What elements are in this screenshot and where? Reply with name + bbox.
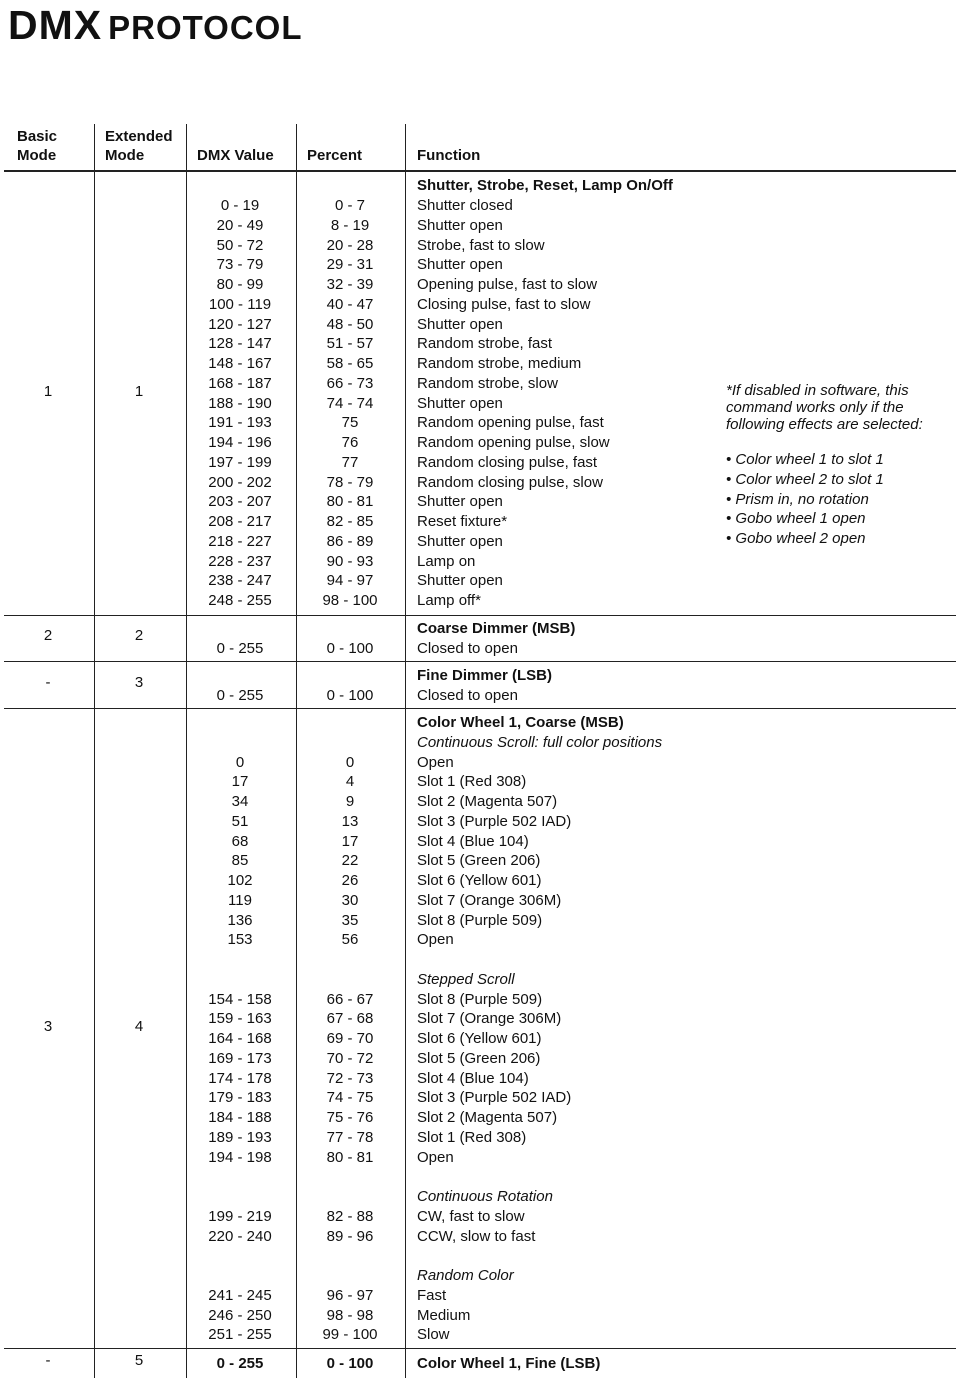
function-text: Slot 2 (Magenta 507) [417,793,558,810]
percent-value: 78 - 79 [326,473,374,491]
table-row [0,571,960,591]
table-row [0,930,960,950]
dmx-value: 246 - 250 [208,1306,272,1324]
dmx-value: 153 [227,931,253,949]
percent-value: 13 [341,812,359,830]
percent-value: 58 - 65 [326,355,374,372]
table-row [0,1088,960,1108]
header-extended-mode [105,127,173,165]
table-row [0,891,960,911]
dmx-value: 0 - 255 [216,686,264,704]
function-text: Random closing pulse, fast [417,453,598,471]
function-text: Slot 5 (Green 206) [417,1049,541,1067]
percent-value: 67 - 68 [326,1010,374,1028]
footnote-bullet: • Gobo wheel 1 open [726,510,866,528]
table-row [0,792,960,812]
dmx-value: 168 - 187 [208,374,272,392]
function-text: Slot 5 (Green 206) [417,852,541,870]
extended-mode-value: 5 [134,1352,144,1369]
table-row [0,334,960,354]
dmx-value: 119 [228,891,252,909]
percent-value: 35 [341,911,359,929]
dmx-value: 17 [231,773,249,791]
dmx-value: 85 [231,852,249,870]
dmx-value: 228 - 237 [208,552,272,570]
percent-value: 66 - 67 [326,990,374,1008]
dmx-value: 68 [231,832,249,850]
table-row [0,970,960,990]
extended-mode-value: 2 [134,627,144,644]
table-row [0,1207,960,1227]
dmx-value: 238 - 247 [208,572,272,590]
function-text: Opening pulse, fast to slow [417,276,598,293]
percent-value: 4 [345,773,355,791]
function-text: Slot 3 (Purple 502 IAD) [417,812,572,830]
function-text: Slot 1 (Red 308) [417,773,527,791]
percent-value: 29 - 31 [326,256,374,274]
table-row [0,236,960,256]
table-row [0,832,960,852]
dmx-value: 0 - 255 [216,1354,264,1372]
table-row [0,753,960,773]
table-row [0,552,960,572]
percent-value: 98 - 98 [326,1306,374,1324]
table-row [0,1246,960,1266]
dmx-value: 0 - 19 [220,197,260,214]
table-row [0,591,960,611]
group-divider [4,708,956,709]
percent-value: 82 - 85 [326,513,374,530]
table-row [0,1108,960,1128]
group-divider [4,1348,956,1349]
table-row [0,196,960,216]
function-text: Fast [417,1286,447,1304]
function-text: CCW, slow to fast [417,1227,536,1245]
function-text: Lamp off* [417,592,481,609]
dmx-value: 169 - 173 [208,1049,272,1067]
table-row [0,295,960,315]
dmx-value: 194 - 198 [208,1148,272,1166]
extended-mode-value: 1 [134,383,144,400]
table-row [0,1187,960,1207]
header-percent: Percent [307,147,363,164]
footnote-bullet: • Gobo wheel 2 open [726,530,866,548]
percent-value: 94 - 97 [326,572,374,590]
table-row [0,216,960,236]
table-row [0,950,960,970]
percent-value: 0 - 100 [326,1354,374,1372]
dmx-value: 200 - 202 [208,473,272,491]
percent-value: 76 [341,434,359,451]
basic-mode-value: 1 [43,383,53,400]
function-text: Stepped Scroll [417,970,515,988]
function-text: Closing pulse, fast to slow [417,295,591,313]
header-rule [4,170,956,172]
dmx-value: 203 - 207 [208,493,272,511]
function-text: Lamp on [417,552,476,570]
footnote-bullet: • Prism in, no rotation [726,490,869,508]
percent-value: 96 - 97 [326,1286,374,1304]
percent-value: 56 [341,931,359,949]
percent-value: 32 - 39 [326,276,374,293]
dmx-value: 136 [227,911,253,929]
basic-mode-value: - [45,674,51,691]
page-title [8,2,303,49]
dmx-value: 188 - 190 [208,394,272,412]
dmx-value: 128 - 147 [208,335,272,353]
footnote-line: following effects are selected: [726,416,923,433]
dmx-value: 50 - 72 [216,236,264,254]
percent-value: 75 - 76 [326,1109,374,1126]
table-row [0,1286,960,1306]
percent-value: 8 - 19 [330,216,370,234]
function-text: Coarse Dimmer (MSB) [417,619,576,637]
percent-value: 75 [341,414,359,432]
function-text: Color Wheel 1, Fine (LSB) [417,1354,601,1372]
dmx-value: 159 - 163 [208,1010,272,1028]
table-row [0,1128,960,1148]
dmx-value: 0 [235,753,245,771]
function-text: Open [417,1148,454,1166]
dmx-value: 251 - 255 [208,1326,272,1344]
header-basic-mode [17,127,57,165]
table-row [0,1148,960,1168]
function-text: Continuous Rotation [417,1188,553,1205]
table-row [0,851,960,871]
table-row [0,871,960,891]
function-text: Slot 4 (Blue 104) [417,1069,529,1087]
header-extended-line2: Mode [105,147,145,164]
function-text: Random strobe, medium [417,355,582,372]
function-text: Random strobe, slow [417,374,558,392]
function-text: Closed to open [417,686,518,704]
dmx-value: 80 - 99 [216,276,264,293]
dmx-value: 220 - 240 [208,1227,272,1245]
percent-value: 90 - 93 [326,552,374,570]
footnote-bullets [726,450,884,549]
dmx-value: 0 - 255 [216,639,264,657]
table-row [0,1069,960,1089]
function-text: Shutter, Strobe, Reset, Lamp On/Off [417,177,673,195]
function-text: Shutter open [417,216,503,234]
function-text: Slot 2 (Magenta 507) [417,1109,558,1126]
dmx-value: 248 - 255 [208,592,272,609]
table-row [0,812,960,832]
function-text: Slot 4 (Blue 104) [417,832,529,850]
percent-value: 0 - 100 [326,639,374,657]
function-text: Slot 7 (Orange 306M) [417,891,562,909]
table-row [0,733,960,753]
table-row [0,1049,960,1069]
header-extended-line1: Extended [105,128,173,145]
percent-value: 0 [345,753,355,771]
function-text: Open [417,753,454,771]
table-row [0,1306,960,1326]
table-row [0,990,960,1010]
percent-value: 0 - 100 [326,686,374,704]
dmx-value: 102 [227,872,253,889]
table-row [0,176,960,196]
percent-value: 70 - 72 [326,1049,374,1067]
function-text: Random Color [417,1267,514,1284]
table-row [0,772,960,792]
percent-value: 80 - 81 [326,493,374,511]
percent-value: 74 - 74 [326,394,374,412]
percent-value: 74 - 75 [326,1089,374,1107]
percent-value: 77 - 78 [326,1128,374,1146]
header-function: Function [417,147,481,164]
percent-value: 48 - 50 [326,315,374,333]
header-basic-line2: Mode [17,147,57,164]
function-text: Closed to open [417,639,518,657]
footnote-bullet: • Color wheel 1 to slot 1 [726,451,884,468]
header-basic-line1: Basic [17,128,58,145]
dmx-value: 51 [231,812,249,830]
function-text: Shutter open [417,315,503,333]
percent-value: 40 - 47 [326,295,374,313]
percent-value: 82 - 88 [326,1207,374,1225]
percent-value: 66 - 73 [326,374,374,392]
footnote-bullet: • Color wheel 2 to slot 1 [726,470,884,488]
group-divider [4,661,956,662]
table-row [0,1227,960,1247]
dmx-value: 100 - 119 [208,295,272,313]
function-text: Shutter open [417,256,503,274]
dmx-value: 241 - 245 [208,1286,272,1304]
percent-value: 89 - 96 [326,1227,374,1245]
dmx-value: 154 - 158 [208,990,272,1008]
function-text: Medium [417,1306,471,1324]
percent-value: 69 - 70 [326,1030,374,1047]
function-text: Slot 6 (Yellow 601) [417,1030,542,1047]
header-dmx-value: DMX Value [197,147,274,164]
table-row [0,713,960,733]
basic-mode-value: 2 [43,627,53,644]
percent-value: 72 - 73 [326,1069,374,1087]
dmx-value: 184 - 188 [208,1109,272,1126]
percent-value: 98 - 100 [322,592,378,609]
dmx-value: 194 - 196 [208,434,272,451]
table-row [0,1266,960,1286]
percent-value: 17 [341,832,359,850]
function-text: Shutter open [417,532,503,550]
function-text: Continuous Scroll: full color positions [417,733,663,751]
function-text: Slot 8 (Purple 509) [417,990,543,1008]
basic-mode-value: - [45,1352,51,1369]
function-text: CW, fast to slow [417,1207,525,1225]
function-text: Slot 6 (Yellow 601) [417,872,542,889]
function-text: Slot 3 (Purple 502 IAD) [417,1089,572,1107]
percent-value: 26 [341,872,359,889]
function-text: Random closing pulse, slow [417,473,603,491]
function-text: Slot 1 (Red 308) [417,1128,527,1146]
dmx-value: 73 - 79 [216,256,264,274]
function-text: Shutter open [417,572,503,590]
table-row [0,354,960,374]
function-text: Open [417,931,454,949]
function-text: Reset fixture* [417,513,508,530]
table-row [0,315,960,335]
percent-value: 77 [341,453,359,471]
basic-mode-value: 3 [43,1018,53,1035]
percent-value: 20 - 28 [326,236,374,254]
function-text: Random opening pulse, slow [417,434,610,451]
dmx-value: 197 - 199 [208,453,272,471]
function-text: Shutter closed [417,197,513,214]
dmx-value: 191 - 193 [208,414,272,432]
table-row [0,911,960,931]
percent-value: 80 - 81 [326,1148,374,1166]
footnote-line: command works only if the [726,399,904,416]
percent-value: 30 [341,891,359,909]
dmx-value: 208 - 217 [208,513,272,530]
dmx-value: 174 - 178 [208,1069,272,1087]
dmx-value: 34 [231,793,249,810]
percent-value: 51 - 57 [326,335,374,353]
group-divider [4,615,956,616]
function-text: Slow [417,1326,450,1344]
function-text: Slot 8 (Purple 509) [417,911,543,929]
table-row [0,275,960,295]
extended-mode-value: 4 [134,1018,144,1035]
function-text: Strobe, fast to slow [417,236,545,254]
percent-value: 22 [341,852,359,870]
dmx-value: 148 - 167 [208,355,272,372]
function-text: Random opening pulse, fast [417,414,604,432]
percent-value: 0 - 7 [334,197,365,214]
title-protocol: PROTOCOL [108,9,303,46]
dmx-value: 189 - 193 [208,1128,272,1146]
function-text: Fine Dimmer (LSB) [417,666,553,684]
dmx-value: 218 - 227 [208,532,272,550]
function-text: Shutter open [417,493,503,511]
footnote-line: *If disabled in software, this [726,382,909,399]
extended-mode-value: 3 [134,674,144,691]
dmx-value: 120 - 127 [208,315,272,333]
table-row [0,1325,960,1345]
title-dmx: DMX [8,2,103,48]
footnote [726,382,923,433]
function-text: Random strobe, fast [417,335,553,353]
table-row [0,255,960,275]
function-text: Shutter open [417,394,503,412]
dmx-value: 164 - 168 [208,1030,272,1047]
dmx-value: 199 - 219 [208,1207,272,1225]
dmx-value: 20 - 49 [216,216,264,234]
percent-value: 99 - 100 [322,1326,378,1344]
percent-value: 86 - 89 [326,532,374,550]
function-text: Color Wheel 1, Coarse (MSB) [417,714,624,731]
function-text: Slot 7 (Orange 306M) [417,1010,562,1028]
dmx-value: 179 - 183 [208,1089,272,1107]
percent-value: 9 [345,793,355,810]
table-row [0,1167,960,1187]
